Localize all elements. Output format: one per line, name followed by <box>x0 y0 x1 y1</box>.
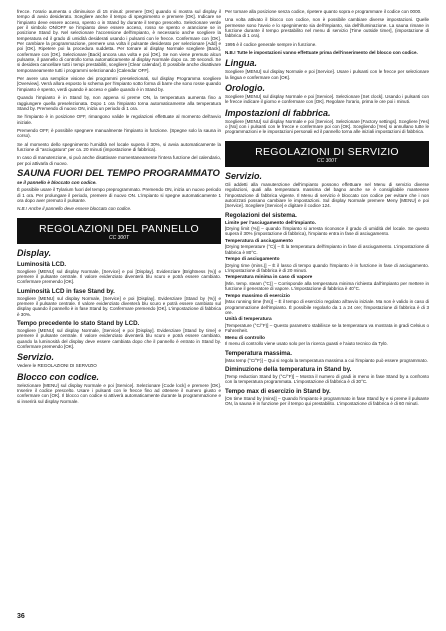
item-heading: Unità di temperatura <box>225 317 272 323</box>
paragraph: Scegliere [MENU] sul display Normale e poi [Service]. Selezionare [Factory settings]. Scegliere [Yes] o [No] con i pulsanti con le frecce e confermare poi con [OK]. Scegliendo [Yes] si annullano tutte le programmazioni e le impostazioni personali ed il pannello torna alle iniziali impostazioni di fabbrica. <box>225 118 429 135</box>
note: N.B.! Anche il pannello deve essere bloccato con codice. <box>17 206 132 212</box>
paragraph: Scegliere [MENU] sul display Normale, [Service] e poi [Display]. Evidenziare [Stand by (%)] e premere il pulsante centrale. Il valore evidenziato diventerà blu scuro e potrà essere cambiato sul display quando il pannello è in fase Stand by. Confermare premendo [OK]. L'impostazione di fabbrica è 30%. <box>17 295 221 317</box>
paragraph: Vedere le REGOLAZIONI DI SERVIZIO <box>17 363 97 369</box>
subheading-lcd-brightness: Luminosità LCD. <box>17 260 67 268</box>
paragraph: frecce. I'orario aumenta o diminuisce di 15 minuti: premere [OK] quando si mostra sul display il tempo di avvio desiderato. Scegliere anche il tempo di spegnimento e premere [OK]. Indicare se l'impianto deve essere acceso, spento o in Stand by durante il tempo prescelto. Selezionare verde per il simbolo ON/OFF se l'impianto deve essere acceso, rosso se spento e arancione se in posizione Stand by. Nel selezionare l'accensione dell'impianto, è necessario anche scegliere la temperatura ed il grado di umidità desiderati usando i pulsanti con le frecce. Confermare con [OK]. Per cambiare la programmazione, premere una volta il pulsante desiderato per selezionare [Add] e poi [OK]. Ripetere poi la procedura suddetta. Per tornare al display Normale scegliere [Back], confermare con [OK]. Selezionare [Back] ancora una volta e poi [OK]. Se non viene premuto alcun pulsante, il pannello di controllo torna automaticamente al display Normale dopo ca. 30 secondi. Se si desidera cancellare tutti i tempi prestabiliti, scegliere [Clear calendar]. È possibile anche disattivare temporaneamente tutti i programmi selezionando [Calendar OFF]. <box>17 9 221 73</box>
paragraph: Premendo OFF, è possibile spegnere manualmente l'impianto in funzione. (Spegne solo la sauna in corso). <box>17 127 221 139</box>
banner-title: REGOLAZIONI DEL PANNELLO <box>38 222 200 235</box>
item-heading: Temperatura minima in caso di vapore <box>225 275 313 281</box>
paragraph: Se al momento dello spegnimento l'umidità nel locale supera il 30%, si avvia automaticamente la funzione di "asciugatura" per ca. 20 minuti (impostazione di fabbrica). <box>17 141 221 152</box>
banner-panel-settings <box>17 218 221 244</box>
section-heading-sauna: SAUNA FUORI DEL TEMPO PROGRAMMATO <box>17 167 220 179</box>
paragraph: Scegliere [MENU] sul display Normale, [Service] e poi [Display]. Evidenziare [Brightness (%)] e premere il pulsante centrale. Il valore evidenziato diventerà blu scuro e potrà essere cambiato. Confermare premendo [OK]. <box>17 268 221 285</box>
paragraph: Il menu di controllo viene usato solo per la ricerca guasti e l'aiuto tecnico da Tylö. <box>225 341 388 347</box>
right-column <box>225 9 429 409</box>
subheading-standby-time: Tempo precedente lo stato Stand by LCD. <box>17 320 140 328</box>
section-subheading: se il pannello è bloccato con codice. <box>17 179 97 185</box>
paragraph: [Min. temp. steam (°C)] – Corrisponde alla temperatura minima richiesta dall'impianto per mettere in funzione il generatore di vapore. L'impostazione di fabbrica è 40°C. <box>225 280 429 292</box>
paragraph: Quando l'impianto è in Stand by, non appena si preme ON, la temperatura aumenta fino a raggiungere quella preselezionata. Dopo 1 ora l'impianto torna automaticamente alla temperatura Stand by. Premendo di nuovo ON, inizia un periodo di 1 ora. <box>17 95 221 111</box>
item-heading: Tempo di asciugamento <box>225 257 280 263</box>
paragraph: [Drying temperature (°C)] – È la temperatura dell'impianto in fase di asciugamento. L'impostazione di fabbrica è 80°C. <box>225 244 429 255</box>
item-heading: Temperatura di asciugamento <box>225 238 293 244</box>
paragraph: [Temperature (°C/°F)] – Questo parametro stabilisce se la temperatura va mostrata in gradi Celsius o Fahrenheit. <box>225 322 429 334</box>
paragraph: Per avere una semplice visione dei programmi preselezionati, sul display Programma scegliere [Overview]. Verrà allora esposto lo schema per l'impianto sotto forma di barre che sono rosse quando l'impianto è spento, verdi quando è acceso e gialle quando è in Stand by. <box>17 76 221 92</box>
paragraph: [Drying time (mins.)] – È il lasso di tempo quando l'impianto è in funzione in fase di asciugamento. L'impostazione di fabbrica è di 20 minuti. <box>225 262 429 274</box>
banner-model: CC 300T <box>108 234 129 241</box>
paragraph: Selezionare [MENU] sul display Normale e poi [Service]. Selezionare [Code lock] e premere [OK]. Inserire il codice prescelto. Usare i pulsanti con le frecce fino ad ottenere il numero giusto e confermare con [OK]. Il blocco con codice si attiverà automaticamente durante la programmazione e si inserirà sul display Normale. <box>17 382 221 404</box>
paragraph: Scegliere [MENU] sul display Normale e poi [Service]. Selezionare [Set clock]. Usando i pulsanti con le frecce indicare il giorno e confermare con [OK]. Regolare l'orario, prima le ore poi i minuti. <box>225 94 429 105</box>
item-heading: Limite per l'asciugamento dell'impianto. <box>225 220 317 226</box>
paragraph: Scegliere [MENU] sul display Normale e poi [Service]. Usare i pulsanti con le frecce per selezionare la lingua e confermare con [OK]. <box>225 69 429 80</box>
paragraph: È possibile usare il Tylarium fuori del tempo preprogrammato. Premendo ON, inizia un nuovo periodo di 1 ora. Per prolungare il periodo, premere di nuovo ON. L'impianto si spegne automaticamente 1 ora dopo aver premuto il pulsante. <box>17 187 221 203</box>
paragraph: [Temp reduction Stand by (°C/°F)] – Mostra il numero di gradi in meno in fase Stand by a confronto con la temperatura programmata. L'impostazione di fabbrica è di 30°C. <box>225 373 429 385</box>
paragraph: [On time Stand by (mins)] – Quando l'impianto è programmato in fase Stand by e si preme il pulsante ON, la sauna è in funzione per il tempo qui prestabilito. L'impostazione di fabbrica è di 60 minuti. <box>225 395 429 406</box>
banner-title: REGOLAZIONI DI SERVIZIO <box>255 145 399 158</box>
banner-service-settings <box>225 141 429 167</box>
section-heading-factory: Impostazioni di fabbrica. <box>225 107 331 118</box>
paragraph: [Drying limit (%)] – quando l'impianto si arresta riconosce il grado di umidità del locale. Se questo supera il 30% (impostazione di fabbrica), l'impianto entra in fase di asciugamento. <box>225 226 429 237</box>
paragraph: Una volta attivato il blocco con codice, non è possibile cambiare diverse impostazioni. Quelle permesse sono l'avvio e lo spegnimento sia dell'impianto, sia dell'illuminazione. La sauna rimane in funzione durante il tempo prestabilito nel menu di servizio [Time outside timer], (impostazione di fabbrica di 1 ora). <box>225 17 429 39</box>
paragraph: 1995 è il codice generale sempre in funzione. <box>225 41 317 47</box>
item-heading: Tempo massimo di esercizio <box>225 293 290 299</box>
subheading-standby-reduction: Diminuzione della temperatura in Stand by. <box>225 365 352 373</box>
section-heading-code-lock: Blocco con codice. <box>17 371 100 382</box>
paragraph: Scegliere [MENU] sul display Normale, [Service] e poi [Display]. Evidenziare [Stand by time] e premere il pulsante centrale. Il valore evidenziato diventerà blu scuro e potrà essere cambiato, quando la luminosità del display deve essere cambiata dopo che il pannello è entrato in Stand by. Confermare premendo [OK]. <box>17 328 221 350</box>
paragraph: Gli addetti alla manutenzione dell'impianto possono effettuare nel Menu di servizio diverse regolazioni, quali alla temperatura massima del bagno anche se è consigliabile mantenere l'impostazione di fabbrica vigente. Il Menu di servizio è bloccato con codice per evitare che i non autorizzati possano cambiare le impostazioni. Sul display Normale premere Meny [MENU] e poi [Service]. Scegliere [Service] e digitare il codice 124. <box>225 181 429 209</box>
paragraph: [Max running time (hrs)] – È il tempo di esercizio regolato all'avvio iniziale. Ma non è valido in caso di programmazione dell'impianto. È possibile regolarlo da 1 a 24 ore; l'impostazione di fabbrica è di 3 ore. <box>225 299 429 315</box>
section-heading-clock: Orologio. <box>225 83 265 94</box>
subheading-lcd-standby: Luminosità LCD in fase Stand by. <box>17 287 115 295</box>
banner-model: CC 300T <box>316 157 337 164</box>
page-number: 36 <box>17 613 25 620</box>
section-heading-service: Servizio. <box>17 352 55 363</box>
paragraph-important: N.B.! Tutte le impostazioni vanno effettuate prima dell'inserimento del blocco con codice. <box>225 50 418 56</box>
subheading-standby-max-time: Tempo max di esercizio in Stand by. <box>225 387 331 395</box>
section-heading-service: Servizio. <box>225 170 263 181</box>
section-heading-language: Lingua. <box>225 58 257 69</box>
paragraph: Per tornare alla posizione senza codice, ripetere quanto sopra e programmare il codice con 0000. <box>225 9 422 14</box>
item-heading: Menu di controllo <box>225 335 265 341</box>
paragraph: In caso di manutenzione, si può anche disattivare momentaneamente l'intera funzione del calendario, per poi attivarla di nuovo. <box>17 155 221 166</box>
paragraph: [Max temp (°C/°F)] – Qui si regola la temperatura massima a cui l'impianto può essere programmato. <box>225 357 428 363</box>
section-heading-display: Display. <box>17 247 52 258</box>
paragraph: Se l'impianto è in posizione OFF, rimangono valide le regolazioni effettuate al momento dell'avvio iniziale. <box>17 114 221 125</box>
left-column <box>17 9 221 407</box>
subheading-system: Regolazioni del sistema. <box>225 211 297 219</box>
subheading-max-temp: Temperatura massima. <box>225 349 292 357</box>
